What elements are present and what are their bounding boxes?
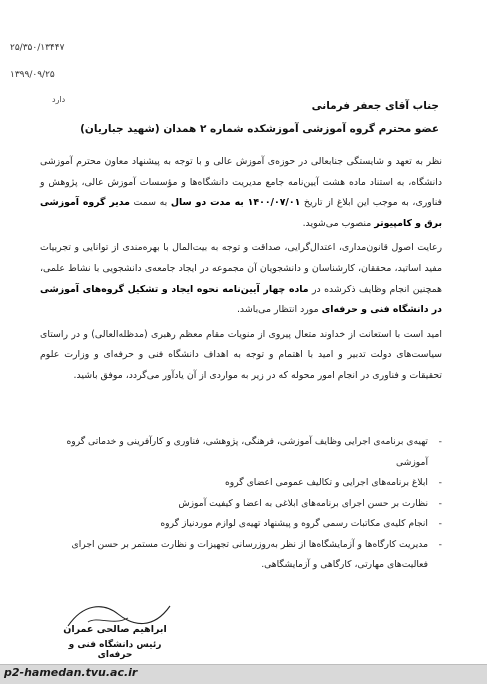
expectations-text: رعایت اصول قانون‌مداری، اعتدال‌گرایی، صداقت و توجه به بیت‌المال با بهره‌مندی از توانایی و تجربیات مفید اساتید، محققان، کارشناسان و دانشجویان آن مجموعه در ایجاد جامعه‌ی دانشجویی با نشاط علمی، همچنین انجام وظایف ذکرشده در: [40, 242, 442, 295]
reference-number: ۲۵/۳۵۰/۱۳۴۴۷: [10, 43, 65, 53]
appointment-date: ۱۴۰۰/۰۷/۰۱ به مدت دو سال: [170, 197, 301, 209]
appointment-text-2: به سمت: [133, 197, 168, 209]
paragraph-closing: امید است با استعانت از خداوند متعال پیروی از منویات مقام معظم رهبری (مدظله‌العالی) و در راستای سیاست‌های دولت تدبیر و امید با اهتمام و توجه به اهداف دانشگاه فنی و حرفه‌ای و وزارت علوم تحقیقات و فناوری در انجام امور محوله که در زیر به مواردی از آن یادآور می‌گردد، موفق باشید.: [40, 328, 442, 381]
list-item: - انجام کلیه‌ی مکاتبات رسمی گروه و پیشنهاد تهیه‌ی لوازم موردنیاز گروه: [48, 514, 442, 535]
list-item: - مدیریت کارگاه‌ها و آزمایشگاه‌ها از نظر به‌روزرسانی تجهیزات و نظارت مستمر بر حسن اجرای فعالیت‌های مهارتی، کارگاهی و آزمایشگاهی.: [48, 535, 442, 576]
site-link[interactable]: p2-hamedan.tvu.ac.ir: [4, 666, 138, 679]
paragraph-appointment: [40, 152, 442, 234]
appointment-text-3: منصوب می‌شوید.: [302, 217, 372, 229]
signatory-name: ابراهیم صالحی عمران: [63, 624, 167, 635]
duties-list: [48, 432, 442, 576]
list-item: - تهیه‌ی برنامه‌ی اجرایی وظایف آموزشی، فرهنگی، پژوهشی، فناوری و کارآفرینی و خدماتی گروه آموزشی: [48, 432, 442, 473]
recipient-position: عضو محترم گروه آموزشی آموزشکده شماره ۲ همدان (شهید جباریان): [80, 123, 439, 135]
letter-body: [40, 152, 442, 387]
list-item: - ابلاغ برنامه‌های اجرایی و تکالیف عمومی اعضای گروه: [48, 473, 442, 494]
appointment-text: نظر به تعهد و شایستگی جنابعالی در حوزه‌ی آموزش عالی و با توجه به پیشنهاد معاون محترم آموزشی دانشگاه، به استناد ماده هشت آیین‌نامه جامع مدیریت دانشگاه‌ها و مؤسسات آموزش عالی، پژوهش و فناوری، به موجب این ابلاغ از تاریخ: [40, 156, 443, 209]
expectations-text-2: مورد انتظار می‌باشد.: [236, 304, 319, 316]
paragraph-expectations: [40, 238, 442, 320]
footer-bar: [0, 664, 487, 684]
letter-date: ۱۳۹۹/۰۹/۲۵: [10, 70, 55, 80]
attachment-label: دارد: [52, 95, 66, 104]
list-item: - نظارت بر حسن اجرای برنامه‌های ابلاغی به اعضا و کیفیت آموزش: [48, 494, 442, 515]
signatory-title: رئیس دانشگاه فنی و حرفه‌ای: [68, 640, 162, 660]
recipient-name: جناب آقای جعفر فرمانی: [311, 100, 439, 112]
expectations-article: ماده چهار آیین‌نامه نحوه ایجاد و تشکیل گروه‌های آموزشی در دانشگاه فنی و حرفه‌ای: [40, 283, 442, 316]
appointment-role: مدیر گروه آموزشی برق و کامپیوتر: [40, 197, 442, 229]
